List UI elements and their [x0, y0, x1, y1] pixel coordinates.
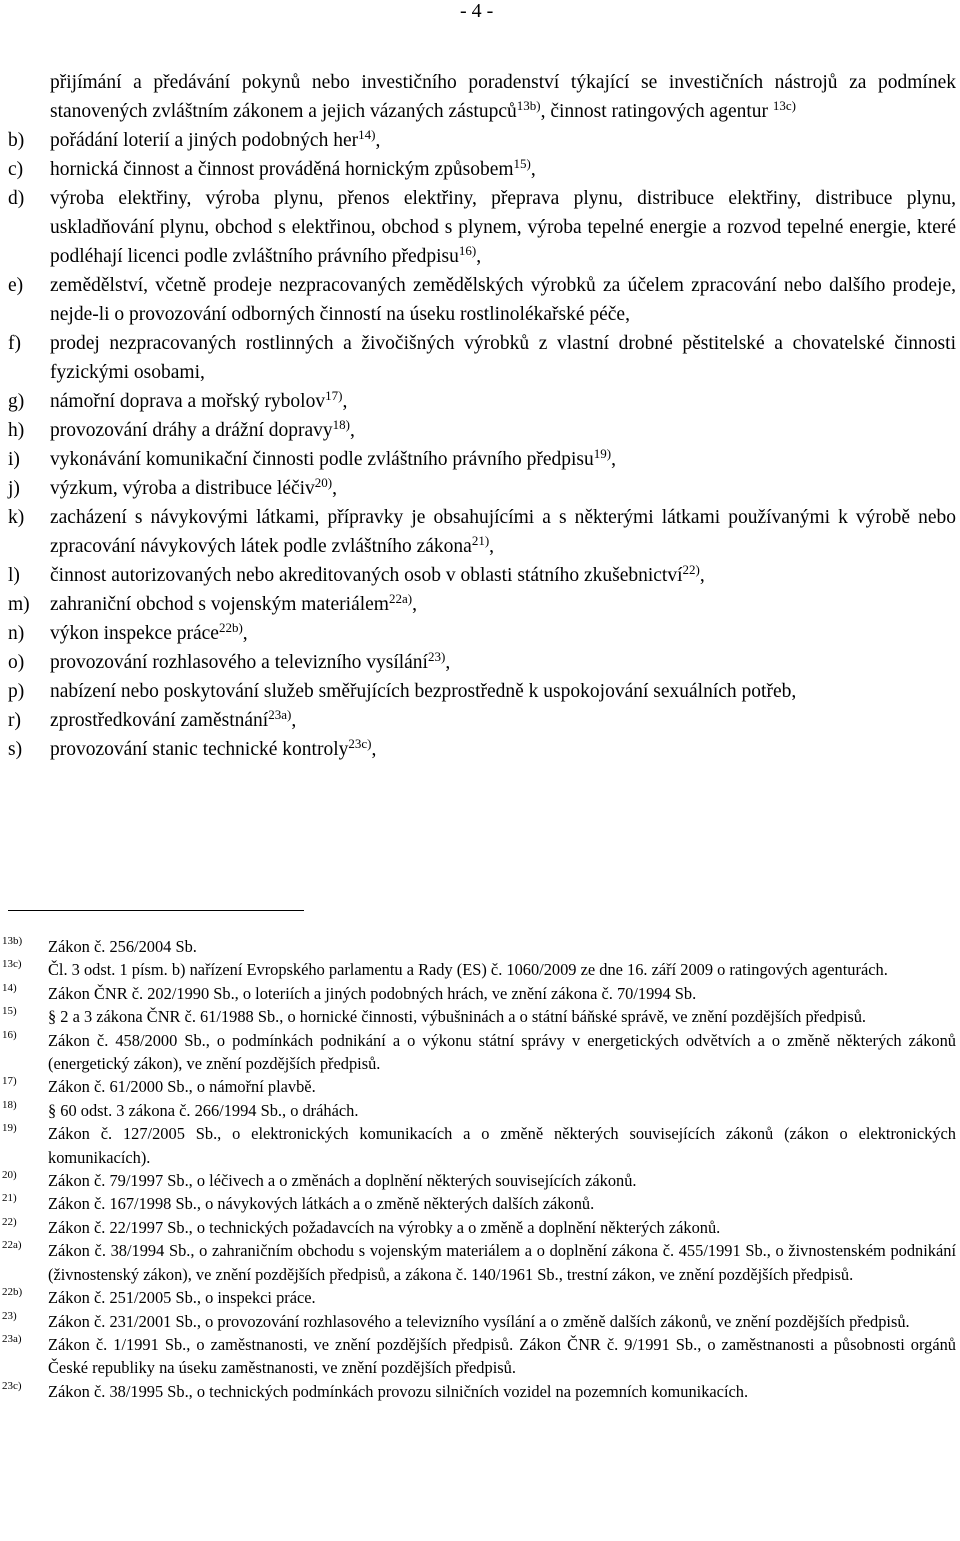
footnote [0, 1310, 960, 1333]
item-body: zprostředkování zaměstnání [50, 710, 269, 731]
footnote-text: Zákon č. 458/2000 Sb., o podmínkách podnikání a o výkonu státní správy v energetických odvětvích a o změně některých zákonů (energetický zákon), ve znění pozdějších předpisů. [48, 1030, 956, 1074]
item-body: pořádání loterií a jiných podobných her [50, 130, 359, 151]
item-text [50, 474, 956, 503]
footnote-ref: 14) [358, 127, 376, 142]
footnote [0, 1333, 960, 1380]
footnote-text: Čl. 3 odst. 1 písm. b) nařízení Evropského parlamentu a Rady (ES) č. 1060/2009 ze dne 16. září 2009 o ratingových agenturách. [48, 960, 888, 980]
footnote-ref: 22b) [218, 620, 243, 635]
item-tail: , [350, 420, 355, 441]
list-item [8, 184, 956, 271]
list-item [8, 416, 956, 445]
footnote [0, 1075, 960, 1098]
footnote [0, 958, 960, 981]
footnote-mark: 22) [2, 1215, 17, 1228]
item-text [50, 184, 956, 271]
footnote [0, 1380, 960, 1403]
footnote-text: § 60 odst. 3 zákona č. 266/1994 Sb., o dráhách. [48, 1100, 359, 1120]
item-label: r) [8, 710, 21, 731]
footnote-ref: 13c) [772, 98, 797, 113]
footnote [0, 1169, 960, 1192]
item-body: zahraniční obchod s vojenským materiálem [50, 594, 389, 615]
item-tail: , [375, 130, 381, 151]
continuation-text-2: , činnost ratingových agentur [540, 101, 773, 122]
item-tail: , [242, 623, 248, 644]
item-label: k) [8, 507, 25, 528]
footnote-ref: 23) [427, 649, 446, 664]
item-text [50, 619, 956, 648]
item-text [50, 677, 956, 706]
item-tail: , [530, 159, 536, 180]
list-item [8, 329, 956, 387]
continuation-paragraph [8, 68, 956, 126]
item-label: g) [8, 391, 25, 412]
list-item [8, 706, 956, 735]
footnote [0, 1239, 960, 1286]
footnote-mark: 17) [2, 1075, 17, 1088]
footnote-mark: 15) [2, 1005, 17, 1018]
footnote-mark: 19) [2, 1122, 17, 1135]
item-body: hornická činnost a činnost prováděná hornickým způsobem [50, 159, 514, 180]
list-item [8, 735, 956, 764]
item-body: prodej nezpracovaných rostlinných a živočišných výrobků z vlastní drobné pěstitelské a chovatelské činnosti fyzickými osobami, [50, 333, 956, 383]
list-item [8, 271, 956, 329]
footnote-mark: 20) [2, 1169, 17, 1182]
item-tail: , [412, 594, 417, 615]
item-body: výkon inspekce práce [50, 623, 219, 644]
item-text [50, 271, 956, 329]
main-text [8, 68, 956, 764]
footnote-ref: 19) [593, 446, 612, 461]
footnote [0, 1099, 960, 1122]
list-item [8, 474, 956, 503]
footnote-mark: 18) [2, 1098, 17, 1111]
item-label: n) [8, 623, 25, 644]
footnote-mark: 22b) [2, 1286, 23, 1299]
item-body: provozování dráhy a drážní dopravy [50, 420, 333, 441]
item-text [50, 445, 956, 474]
list-item [8, 387, 956, 416]
item-body: vykonávání komunikační činnosti podle zvláštního právního předpisu [50, 449, 594, 470]
footnotes [0, 935, 960, 1403]
item-body: námořní doprava a mořský rybolov [50, 391, 326, 412]
list-item [8, 503, 956, 561]
footnote-text: § 2 a 3 zákona ČNR č. 61/1988 Sb., o hornické činnosti, výbušninách a o státní báňské správě, ve znění pozdějších předpisů. [48, 1007, 866, 1027]
footnote-ref: 23c) [348, 736, 372, 751]
footnote-mark: 22a) [2, 1239, 22, 1252]
footnote-text: Zákon č. 61/2000 Sb., o námořní plavbě. [48, 1077, 316, 1097]
item-tail: , [611, 449, 616, 470]
item-tail: , [332, 478, 338, 499]
footnote-text: Zákon č. 1/1991 Sb., o zaměstnanosti, ve znění pozdějších předpisů. Zákon ČNR č. 9/1991 Sb., o zaměstnanosti a působnosti orgánů České republiky na úseku zaměstnanosti, ve znění pozdějších předpisů. [48, 1334, 956, 1378]
footnote-ref: 20) [314, 475, 333, 490]
footnote-ref: 22a) [388, 591, 413, 606]
item-body: provozování stanic technické kontroly [50, 739, 349, 760]
item-label: b) [8, 130, 25, 151]
item-body: nabízení nebo poskytování služeb směřujících bezprostředně k uspokojování sexuálních potřeb, [50, 681, 797, 702]
item-text [50, 387, 956, 416]
item-label: i) [8, 449, 20, 470]
footnote [0, 1192, 960, 1215]
item-tail: , [291, 710, 297, 731]
item-text [50, 503, 956, 561]
footnote [0, 1216, 960, 1239]
item-label: p) [8, 681, 25, 702]
item-body: výroba elektřiny, výroba plynu, přenos elektřiny, přeprava plynu, distribuce elektřiny, distribuce plynu, uskladňování plynu, obchod s elektřinou, obchod s plynem, výroba tepelné energie a rozvod tepelné energie, které podléhají licenci podle zvláštního právního předpisu [50, 188, 956, 267]
footnote-mark: 14) [2, 981, 17, 994]
footnote-text: Zákon č. 231/2001 Sb., o provozování rozhlasového a televizního vysílání a o změně dalších zákonů, ve znění pozdějších předpisů. [48, 1311, 910, 1331]
item-label: s) [8, 739, 23, 760]
item-tail: , [699, 565, 705, 586]
item-tail: , [476, 246, 482, 267]
footnote-ref: 15) [513, 156, 531, 171]
footnote-ref: 13b) [516, 98, 541, 113]
list-item [8, 445, 956, 474]
item-label: f) [8, 333, 21, 354]
item-text [50, 706, 956, 735]
list-item [8, 155, 956, 184]
item-label: l) [8, 565, 20, 586]
list-item [8, 648, 956, 677]
footnote-mark: 13c) [2, 958, 22, 971]
footnote-ref: 21) [471, 533, 490, 548]
item-text [50, 416, 956, 445]
footnote [0, 982, 960, 1005]
item-text [50, 561, 956, 590]
footnote [0, 935, 960, 958]
footnote-text: Zákon č. 38/1994 Sb., o zahraničním obchodu s vojenským materiálem a o doplnění zákona č. 455/1991 Sb., o živnostenském podnikání (živnostenský zákon), ve znění pozdějších předpisů, a zákona č. 140/1961 Sb., trestní zákon, ve znění pozdějších předpisů. [48, 1241, 956, 1284]
footnote-ref: 17) [325, 388, 343, 403]
footnote-ref: 18) [332, 417, 350, 432]
footnote-mark: 13b) [2, 935, 23, 947]
item-label: o) [8, 652, 25, 673]
footnote [0, 1005, 960, 1028]
footnote-ref: 23a) [268, 707, 292, 722]
item-tail: , [445, 652, 451, 673]
list-item [8, 619, 956, 648]
item-tail: , [342, 391, 348, 412]
item-body: zemědělství, včetně prodeje nezpracovaných zemědělských výrobků za účelem zpracování nebo dalšího prodeje, nejde-li o provozování odborných činností na úseku rostlinolékařské péče, [50, 275, 956, 325]
footnote-mark: 16) [2, 1028, 17, 1041]
item-label: c) [8, 159, 24, 180]
item-tail: , [489, 536, 495, 557]
item-body: zacházení s návykovými látkami, přípravky je obsahujícími a s některými látkami používanými k výrobě nebo zpracování návykových látek podle zvláštního zákona [50, 507, 956, 557]
footnote [0, 1122, 960, 1169]
footnote-ref: 22) [682, 562, 700, 577]
footnote-text: Zákon č. 167/1998 Sb., o návykových látkách a o změně některých dalších zákonů. [48, 1194, 595, 1214]
list-item [8, 561, 956, 590]
item-label: d) [8, 188, 25, 209]
item-list [8, 126, 956, 764]
list-item [8, 590, 956, 619]
list-item [8, 126, 956, 155]
item-body: činnost autorizovaných nebo akreditovaných osob v oblasti státního zkušebnictví [50, 565, 683, 586]
footnote-text: Zákon ČNR č. 202/1990 Sb., o loteriích a jiných podobných hrách, ve znění zákona č. 70/1994 Sb. [48, 983, 697, 1003]
footnote-text: Zákon č. 79/1997 Sb., o léčivech a o změnách a doplnění některých souvisejících zákonů. [48, 1171, 637, 1191]
item-label: h) [8, 420, 25, 441]
item-tail: , [371, 739, 377, 760]
footnote-mark: 23) [2, 1309, 17, 1322]
footnote-mark: 21) [2, 1192, 17, 1205]
footnote-ref: 16) [458, 243, 477, 258]
item-text [50, 126, 956, 155]
item-label: j) [8, 478, 20, 499]
footnote [0, 1029, 960, 1076]
footnote-text: Zákon č. 251/2005 Sb., o inspekci práce. [48, 1288, 316, 1308]
footnote-text: Zákon č. 127/2005 Sb., o elektronických komunikacích a o změně některých souvisejících zákonů (zákon o elektronických komunikacích). [48, 1124, 956, 1167]
item-text [50, 648, 956, 677]
footnote-text: Zákon č. 22/1997 Sb., o technických požadavcích na výrobky a o změně a doplnění některých zákonů. [48, 1217, 721, 1237]
item-text [50, 329, 956, 387]
page-number: - 4 - [460, 0, 494, 22]
item-body: provozování rozhlasového a televizního vysílání [50, 652, 428, 673]
footnote-text: Zákon č. 256/2004 Sb. [48, 937, 197, 956]
item-label: m) [8, 594, 30, 615]
footnote-mark: 23a) [2, 1332, 22, 1345]
footnote-text: Zákon č. 38/1995 Sb., o technických podmínkách provozu silničních vozidel na pozemních komunikacích. [48, 1381, 749, 1401]
item-text [50, 155, 956, 184]
item-body: výzkum, výroba a distribuce léčiv [50, 478, 315, 499]
item-label: e) [8, 275, 24, 296]
item-text [50, 735, 956, 764]
list-item [8, 677, 956, 706]
footnote-separator [8, 910, 304, 911]
footnote [0, 1286, 960, 1309]
footnote-mark: 23c) [2, 1379, 22, 1392]
item-text [50, 590, 956, 619]
continuation-text: přijímání a předávání pokynů nebo investičního poradenství týkající se investičních nástrojů za podmínek stanovených zvláštním zákonem a jejich vázaných zástupců [50, 72, 956, 122]
